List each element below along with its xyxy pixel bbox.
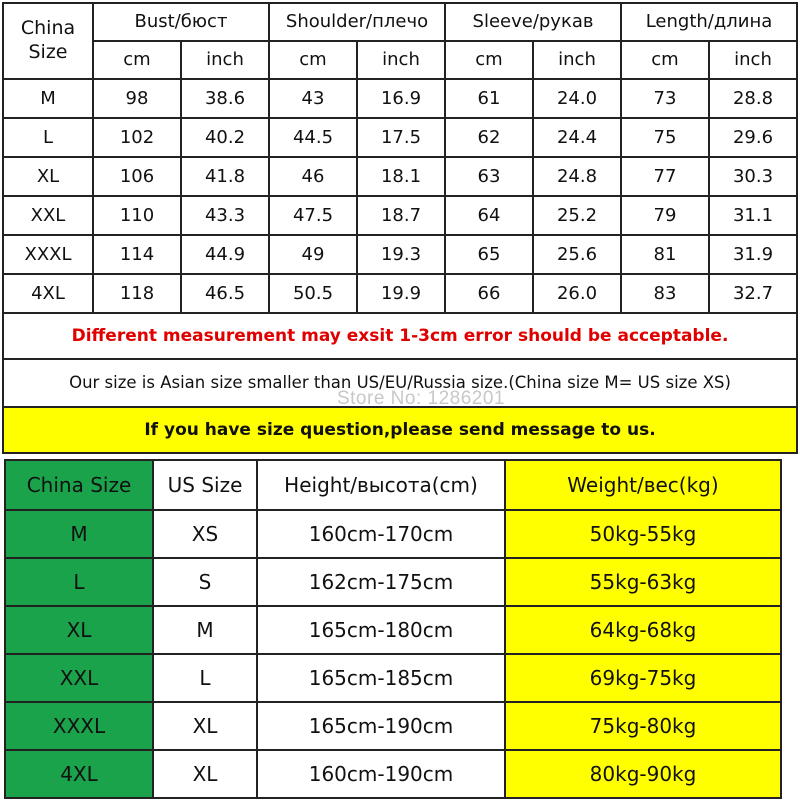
- value-cell: 29.6: [709, 118, 797, 157]
- unit-cm: cm: [269, 41, 357, 79]
- unit-inch: inch: [533, 41, 621, 79]
- value-cell: 26.0: [533, 274, 621, 313]
- table-row: [5, 510, 781, 558]
- value-cell: 31.9: [709, 235, 797, 274]
- value-cell: 47.5: [269, 196, 357, 235]
- unit-inch: inch: [709, 41, 797, 79]
- china-size-cell: L: [5, 558, 153, 606]
- unit-inch: inch: [181, 41, 269, 79]
- value-cell: 49: [269, 235, 357, 274]
- us-size-cell: M: [153, 606, 257, 654]
- height-cell: 165cm-185cm: [257, 654, 505, 702]
- size-cell: XXL: [3, 196, 93, 235]
- china-size-cell: XXXL: [5, 702, 153, 750]
- contact-note: If you have size question,please send message to us.: [3, 407, 797, 453]
- weight-cell: 50kg-55kg: [505, 510, 781, 558]
- height-cell: 160cm-190cm: [257, 750, 505, 798]
- value-cell: 114: [93, 235, 181, 274]
- table-row: [5, 606, 781, 654]
- table-row: [3, 157, 797, 196]
- value-cell: 25.6: [533, 235, 621, 274]
- table-row: [3, 274, 797, 313]
- value-cell: 18.1: [357, 157, 445, 196]
- size-cell: 4XL: [3, 274, 93, 313]
- value-cell: 24.0: [533, 79, 621, 118]
- value-cell: 64: [445, 196, 533, 235]
- value-cell: 73: [621, 79, 709, 118]
- table-row: [5, 654, 781, 702]
- value-cell: 19.3: [357, 235, 445, 274]
- value-cell: 77: [621, 157, 709, 196]
- size-cell: M: [3, 79, 93, 118]
- height-cell: 165cm-190cm: [257, 702, 505, 750]
- value-cell: 102: [93, 118, 181, 157]
- table-row: [5, 750, 781, 798]
- value-cell: 31.1: [709, 196, 797, 235]
- value-cell: 110: [93, 196, 181, 235]
- shoulder-header: Shoulder/плечо: [269, 3, 445, 41]
- value-cell: 63: [445, 157, 533, 196]
- weight-cell: 64kg-68kg: [505, 606, 781, 654]
- value-cell: 38.6: [181, 79, 269, 118]
- size-cell: L: [3, 118, 93, 157]
- china-size-cell: XL: [5, 606, 153, 654]
- china-size-cell: M: [5, 510, 153, 558]
- value-cell: 30.3: [709, 157, 797, 196]
- table-row: [3, 235, 797, 274]
- value-cell: 46: [269, 157, 357, 196]
- value-cell: 43.3: [181, 196, 269, 235]
- value-cell: 24.4: [533, 118, 621, 157]
- value-cell: 98: [93, 79, 181, 118]
- value-cell: 24.8: [533, 157, 621, 196]
- weight-cell: 69kg-75kg: [505, 654, 781, 702]
- value-cell: 79: [621, 196, 709, 235]
- table-row: [3, 118, 797, 157]
- value-cell: 17.5: [357, 118, 445, 157]
- china-size-col-header: China Size: [5, 460, 153, 510]
- table-row: [5, 558, 781, 606]
- unit-cm: cm: [445, 41, 533, 79]
- value-cell: 43: [269, 79, 357, 118]
- value-cell: 19.9: [357, 274, 445, 313]
- value-cell: 32.7: [709, 274, 797, 313]
- value-cell: 75: [621, 118, 709, 157]
- size-recommendation-table: [4, 459, 782, 799]
- value-cell: 50.5: [269, 274, 357, 313]
- value-cell: 16.9: [357, 79, 445, 118]
- china-size-cell: 4XL: [5, 750, 153, 798]
- value-cell: 41.8: [181, 157, 269, 196]
- unit-cm: cm: [621, 41, 709, 79]
- height-cell: 165cm-180cm: [257, 606, 505, 654]
- china-size-header: China Size: [3, 3, 93, 79]
- us-size-cell: XL: [153, 750, 257, 798]
- length-header: Length/длина: [621, 3, 797, 41]
- table-row: [3, 79, 797, 118]
- value-cell: 46.5: [181, 274, 269, 313]
- table-row: [3, 196, 797, 235]
- china-size-cell: XXL: [5, 654, 153, 702]
- unit-cm: cm: [93, 41, 181, 79]
- us-size-col-header: US Size: [153, 460, 257, 510]
- value-cell: 44.9: [181, 235, 269, 274]
- height-cell: 160cm-170cm: [257, 510, 505, 558]
- error-note: Different measurement may exsit 1-3cm error should be acceptable.: [3, 313, 797, 359]
- weight-cell: 55kg-63kg: [505, 558, 781, 606]
- value-cell: 118: [93, 274, 181, 313]
- value-cell: 81: [621, 235, 709, 274]
- weight-cell: 75kg-80kg: [505, 702, 781, 750]
- store-watermark: Store No: 1286201: [336, 388, 505, 409]
- asian-size-note: Our size is Asian size smaller than US/EU/Russia size.(China size M= US size XS): [3, 359, 797, 407]
- value-cell: 40.2: [181, 118, 269, 157]
- measurement-table: [2, 2, 798, 454]
- size-cell: XL: [3, 157, 93, 196]
- us-size-cell: XL: [153, 702, 257, 750]
- value-cell: 83: [621, 274, 709, 313]
- value-cell: 18.7: [357, 196, 445, 235]
- weight-cell: 80kg-90kg: [505, 750, 781, 798]
- value-cell: 61: [445, 79, 533, 118]
- value-cell: 28.8: [709, 79, 797, 118]
- value-cell: 106: [93, 157, 181, 196]
- size-cell: XXXL: [3, 235, 93, 274]
- value-cell: 44.5: [269, 118, 357, 157]
- value-cell: 66: [445, 274, 533, 313]
- unit-inch: inch: [357, 41, 445, 79]
- bust-header: Bust/бюст: [93, 3, 269, 41]
- us-size-cell: XS: [153, 510, 257, 558]
- value-cell: 62: [445, 118, 533, 157]
- value-cell: 25.2: [533, 196, 621, 235]
- weight-col-header: Weight/вес(kg): [505, 460, 781, 510]
- us-size-cell: L: [153, 654, 257, 702]
- value-cell: 65: [445, 235, 533, 274]
- height-cell: 162cm-175cm: [257, 558, 505, 606]
- us-size-cell: S: [153, 558, 257, 606]
- sleeve-header: Sleeve/рукав: [445, 3, 621, 41]
- height-col-header: Height/высота(cm): [257, 460, 505, 510]
- table-row: [5, 702, 781, 750]
